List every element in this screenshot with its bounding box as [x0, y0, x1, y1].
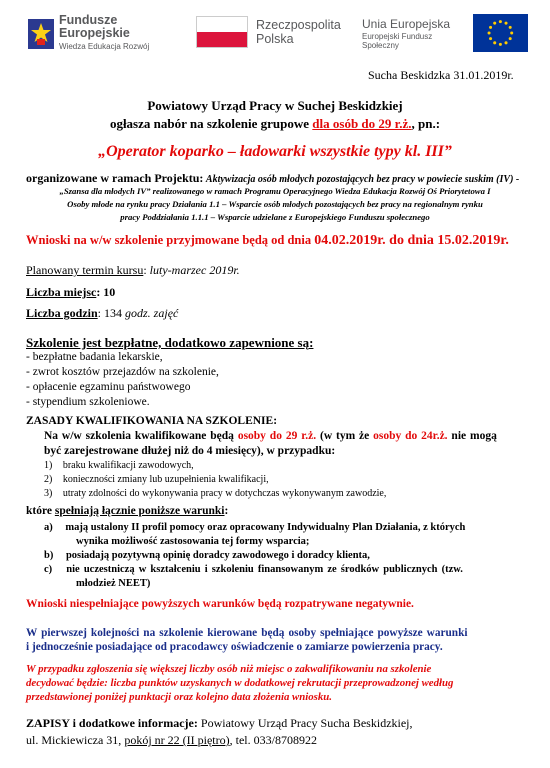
- reason-number: 2): [44, 474, 53, 485]
- reason-number: 1): [44, 460, 53, 471]
- rzeczpospolita-logo: [196, 16, 341, 48]
- rules-intro-line2: być zarejestrowane dłużej niż do 4 miesięcy), w przypadku:: [44, 445, 336, 457]
- condition-text: mają ustalony II profil pomocy oraz opracowany Indywidualny Plan Działania, z których: [65, 522, 466, 533]
- contact-phone: , tel. 033/8708922: [229, 733, 317, 747]
- negative-note: Wnioski niespełniające powyższych warunków będą rozpatrywane negatywnie.: [26, 598, 414, 610]
- logo-bar: [28, 12, 528, 56]
- reason-number: 3): [44, 488, 53, 499]
- announce-text: ogłasza nabór na szkolenie grupowe: [109, 116, 310, 131]
- free-heading: Szkolenie jest bezpłatne, dodatkowo zapewnione są:: [26, 335, 314, 350]
- conditions-colon: :: [224, 505, 229, 517]
- eu-flag-icon: [473, 14, 528, 52]
- project-line2: „Szansa dla młodych IV” realizowanego w ramach Programu Operacyjnego Wiedza Edukacja Rozwój Oś Priorytetowa I: [59, 186, 491, 196]
- condition-letter: a): [44, 522, 53, 533]
- condition-text: posiadają pozytywną opinię doradcy zawodowego i doradcy klienta,: [65, 550, 370, 561]
- contact-room: pokój nr 22 (II piętro): [124, 733, 230, 747]
- rules-intro: [44, 430, 497, 442]
- rules-age-29: osoby do 29 r.ż.: [237, 430, 317, 442]
- term-line: Planowany termin kursu: luty-marzec 2019r.: [26, 263, 240, 277]
- free-item: - zwrot kosztów przejazdów na szkolenie,: [26, 366, 219, 378]
- project-line4: pracy Poddziałania 1.1.1 – Wsparcie udzielane z Europejskiego Funduszu społecznego: [120, 212, 430, 222]
- condition-text: nie uczestniczą w kształceniu i szkoleniu finansowanym ze środków publicznych (tzw.: [66, 564, 463, 575]
- conditions-heading: [26, 505, 228, 517]
- project-text1: Aktywizacja osób młodych pozostających bez pracy w powiecie suskim (IV) -: [205, 174, 520, 185]
- project-line1: [26, 171, 519, 186]
- fe-line1: Fundusze: [59, 13, 118, 27]
- project-label: organizowane w ramach Projektu:: [26, 171, 204, 185]
- ue-line1: Unia Europejska: [362, 16, 451, 31]
- announce-tail: , pn.:: [411, 116, 441, 131]
- reason-item: [44, 460, 194, 471]
- term-value: luty-marzec 2019r.: [149, 263, 240, 277]
- applications-text: Wnioski na w/w szkolenie przyjmowane będą od dnia: [26, 233, 312, 247]
- reason-item: [44, 474, 269, 485]
- rules-intro-c: nie mogą: [451, 430, 497, 442]
- free-item: - bezpłatne badania lekarskie,: [26, 351, 163, 363]
- applications-line: [26, 233, 509, 249]
- fe-line3: Wiedza Edukacja Rozwój: [59, 42, 150, 51]
- rp-line1: Rzeczpospolita: [256, 18, 341, 32]
- contact-line1: [26, 716, 413, 731]
- contact-label: ZAPISY i dodatkowe informacje:: [26, 716, 198, 730]
- announce-line: [0, 116, 550, 132]
- condition-letter: c): [44, 564, 53, 575]
- free-item: - opłacenie egzaminu państwowego: [26, 381, 191, 393]
- polish-flag-icon: [196, 16, 248, 48]
- condition-line2: młodzież NEET): [76, 578, 151, 589]
- places-line: [26, 285, 115, 300]
- course-title: „Operator koparko – ładowarki wszystkie typy kl. III”: [98, 143, 452, 160]
- fe-line2: Europejskie: [59, 26, 130, 40]
- contact-office: Powiatowy Urząd Pracy Sucha Beskidzkiej,: [197, 716, 413, 730]
- rules-intro-a: Na w/w szkolenia kwalifikowane będą: [44, 430, 234, 442]
- hours-label: Liczba godzin: [26, 306, 98, 320]
- contact-street: ul. Mickiewicza 31,: [26, 733, 122, 747]
- office-heading: Powiatowy Urząd Pracy w Suchej Beskidzkiej: [147, 98, 403, 113]
- term-label: Planowany termin kursu: [26, 263, 144, 277]
- hours-unit: godz. zajęć: [125, 306, 179, 320]
- applications-dates: 04.02.2019r. do dnia 15.02.2019r.: [314, 233, 509, 248]
- unia-europejska-logo: [362, 14, 528, 52]
- priority-line1: W pierwszej kolejności na szkolenie kierowane będą osoby spełniające powyższe warunki: [26, 627, 468, 639]
- rules-heading: ZASADY KWALIFIKOWANIA NA SZKOLENIE:: [26, 415, 278, 427]
- conditions-a: które: [26, 505, 52, 517]
- reason-text: utraty zdolności do wykonywania pracy w dotychczas wykonywanym zawodzie,: [62, 488, 387, 499]
- condition-letter: b): [44, 550, 54, 561]
- fe-star-icon: [28, 19, 54, 49]
- fundusze-europejskie-logo: [28, 14, 149, 53]
- reason-text: konieczności zmiany lub uzupełnienia kwalifikacji,: [62, 474, 269, 485]
- places-label: Liczba miejsc: [26, 285, 97, 299]
- places-value: : 10: [96, 285, 116, 299]
- ue-line2: Europejski Fundusz Społeczny: [362, 31, 433, 50]
- rules-intro-b: (w tym że: [319, 430, 370, 442]
- reason-item: [44, 488, 386, 499]
- priority-line2: i jednocześnie posiadające od pracodawcy oświadczenie o zamiarze powierzenia pracy.: [26, 641, 443, 653]
- hours-value: : 134: [97, 306, 123, 320]
- rp-line2: Polska: [256, 32, 294, 46]
- rules-age-24: osoby do 24r.ż.: [373, 430, 448, 442]
- excess-line2: decydować będzie: liczba punktów uzyskanych w dodatkowej rekrutacji przeprowadzonej według: [26, 677, 454, 689]
- hours-line: [26, 306, 178, 321]
- excess-line1: W przypadku zgłoszenia się większej liczby osób niż miejsc o zakwalifikowaniu na szkolenie: [26, 663, 432, 675]
- condition-item: [44, 522, 465, 533]
- condition-line2: wynika możliwość zastosowania tej formy wsparcia;: [76, 536, 310, 547]
- condition-item: [44, 550, 370, 561]
- free-item: - stypendium szkoleniowe.: [26, 396, 150, 408]
- announce-age: dla osób do 29 r.ż.: [312, 116, 412, 131]
- conditions-underlined: spełniają łącznie poniższe warunki: [54, 505, 225, 517]
- reason-text: braku kwalifikacji zawodowych,: [62, 460, 194, 471]
- project-line3: Osoby młode na rynku pracy Działania 1.1 – Wsparcie osób młodych pozostających bez pracy na regionalnym rynku: [67, 199, 483, 209]
- excess-line3: przedstawionej poniżej punktacji oraz kolejno data złożenia wniosku.: [26, 691, 332, 703]
- condition-item: [44, 564, 463, 575]
- contact-line2: [26, 733, 317, 748]
- date-line: Sucha Beskidzka 31.01.2019r.: [368, 68, 514, 82]
